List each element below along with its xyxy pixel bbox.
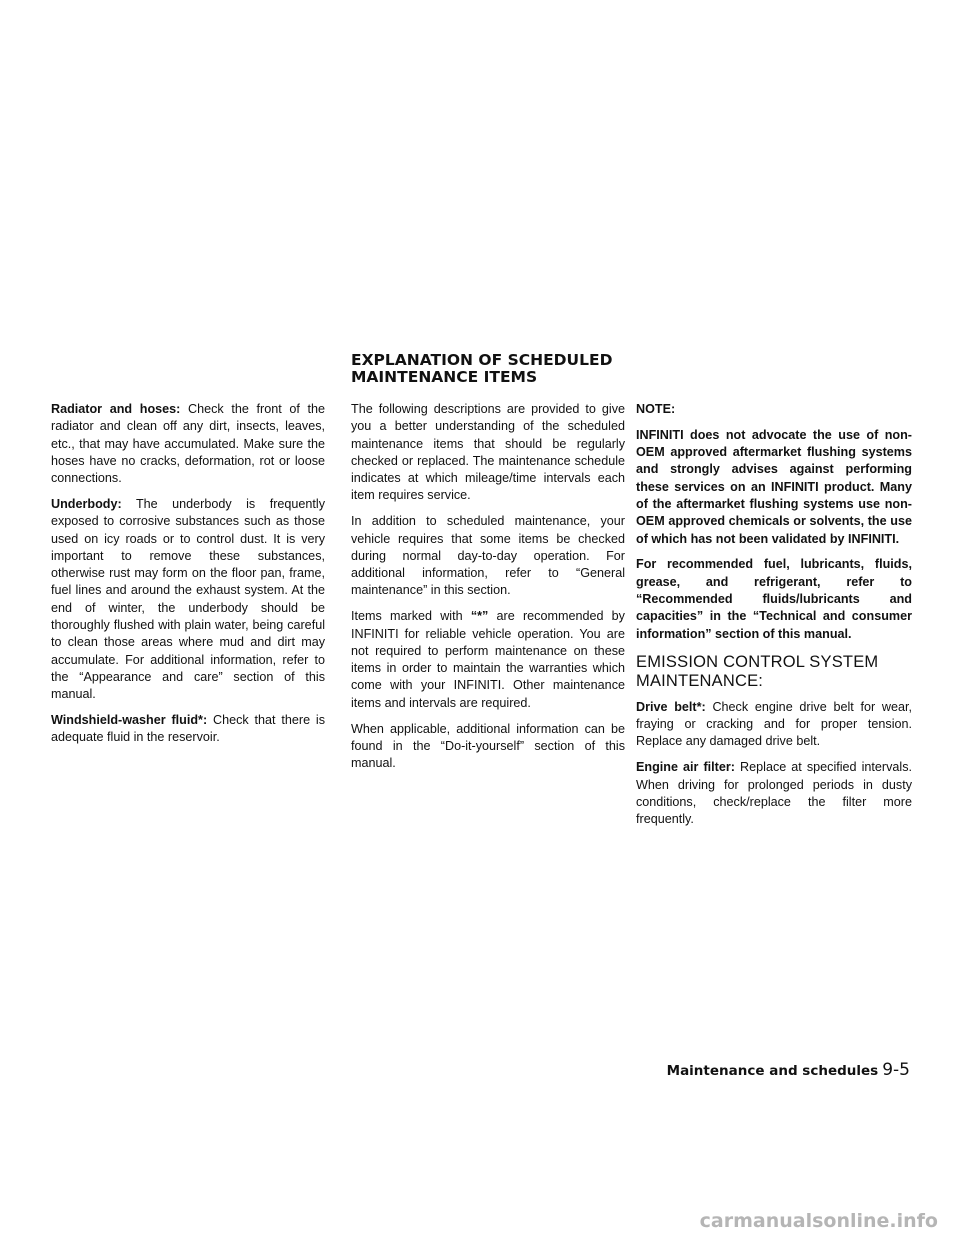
footer-chapter-title: Maintenance and schedules <box>666 1063 879 1079</box>
asterisk-text: are recommended by INFINITI for reliable vehicle operation. You are not required to perform maintenance on these items in order to maintain the warranties which come with your INFINITI. Other maintenance items and intervals are required. <box>351 609 625 710</box>
note-flushing-paragraph: INFINITI does not advocate the use of non-OEM approved aftermarket flushing systems and strongly advises against performing these services on an INFINITI product. Many of the aftermarket flushing systems use non-OEM approved chemicals or solvents, the use of which has not been validated by INFINITI. <box>636 427 912 546</box>
emission-subheading <box>636 653 912 691</box>
radiator-text: Check the front of the radiator and clean off any dirt, insects, leaves, etc., that may have accumulated. Make sure the hoses have no cracks, deformation, rot or loose connections. <box>51 402 326 486</box>
left-column <box>51 401 325 755</box>
drive-belt-label: Drive belt*: <box>636 699 706 714</box>
radiator-label: Radiator and hoses: <box>51 402 181 416</box>
asterisk-paragraph <box>351 608 625 712</box>
underbody-label: Underbody: <box>51 496 122 511</box>
section-heading-line-2: MAINTENANCE ITEMS <box>351 368 538 386</box>
asterisk-prefix: Items marked with <box>351 609 463 624</box>
drive-belt-text: Check engine drive belt for wear, fraying or cracking and for proper tension. Replace any damaged drive belt. <box>636 699 912 749</box>
page-footer <box>667 1060 910 1080</box>
radiator-paragraph <box>51 401 325 487</box>
right-column <box>636 401 912 837</box>
drive-belt-paragraph <box>636 699 912 751</box>
diy-paragraph: When applicable, additional information can be found in the “Do-it-yourself” section of this manual. <box>351 721 625 771</box>
emission-subheading-line-1: EMISSION CONTROL SYSTEM <box>636 652 879 671</box>
footer-page-number: 9-5 <box>882 1060 910 1080</box>
underbody-text: The underbody is frequently exposed to corrosive substances such as those used on icy roads or to control dust. It is very important to remove these substances, otherwise rust may form on the floor pan, frame, fuel lines and around the exhaust system. At the end of winter, the underbody should be thoroughly flushed with plain water, being careful to clean those areas where mud and dirt may accumulate. For additional information, refer to the “Appearance and care” section of this manual. <box>51 496 325 702</box>
note-block <box>636 401 912 643</box>
note-fluids-paragraph: For recommended fuel, lubricants, fluids, grease, and refrigerant, refer to “Recommended fluids/lubricants and capacities” in the “Technical and consumer information” section of this manual. <box>636 557 912 641</box>
washer-fluid-label: Windshield-washer fluid*: <box>51 713 208 728</box>
asterisk-marker: “*” <box>470 609 489 624</box>
air-filter-paragraph <box>636 759 912 828</box>
washer-fluid-paragraph <box>51 712 325 747</box>
intro-paragraph: The following descriptions are provided to give you a better understanding of the scheduled maintenance items that should be regularly checked or replaced. The maintenance schedule indicates at which mileage/time intervals each item requires service. <box>351 402 625 503</box>
underbody-paragraph <box>51 496 325 704</box>
middle-column <box>351 401 625 781</box>
watermark: carmanualsonline.info <box>699 1210 938 1232</box>
note-title: NOTE: <box>636 402 676 416</box>
daily-checks-paragraph: In addition to scheduled maintenance, your vehicle requires that some items be checked during normal day-to-day operation. For additional information, refer to “General maintenance” in this section. <box>351 514 625 598</box>
emission-subheading-line-2: MAINTENANCE: <box>636 671 764 690</box>
section-heading <box>351 352 671 386</box>
section-heading-line-1: EXPLANATION OF SCHEDULED <box>351 351 613 369</box>
air-filter-label: Engine air filter: <box>636 760 735 775</box>
air-filter-text: Replace at specified intervals. When driving for prolonged periods in dusty conditions, check/replace the filter more frequently. <box>636 760 913 827</box>
washer-fluid-text: Check that there is adequate fluid in the reservoir. <box>51 713 326 745</box>
